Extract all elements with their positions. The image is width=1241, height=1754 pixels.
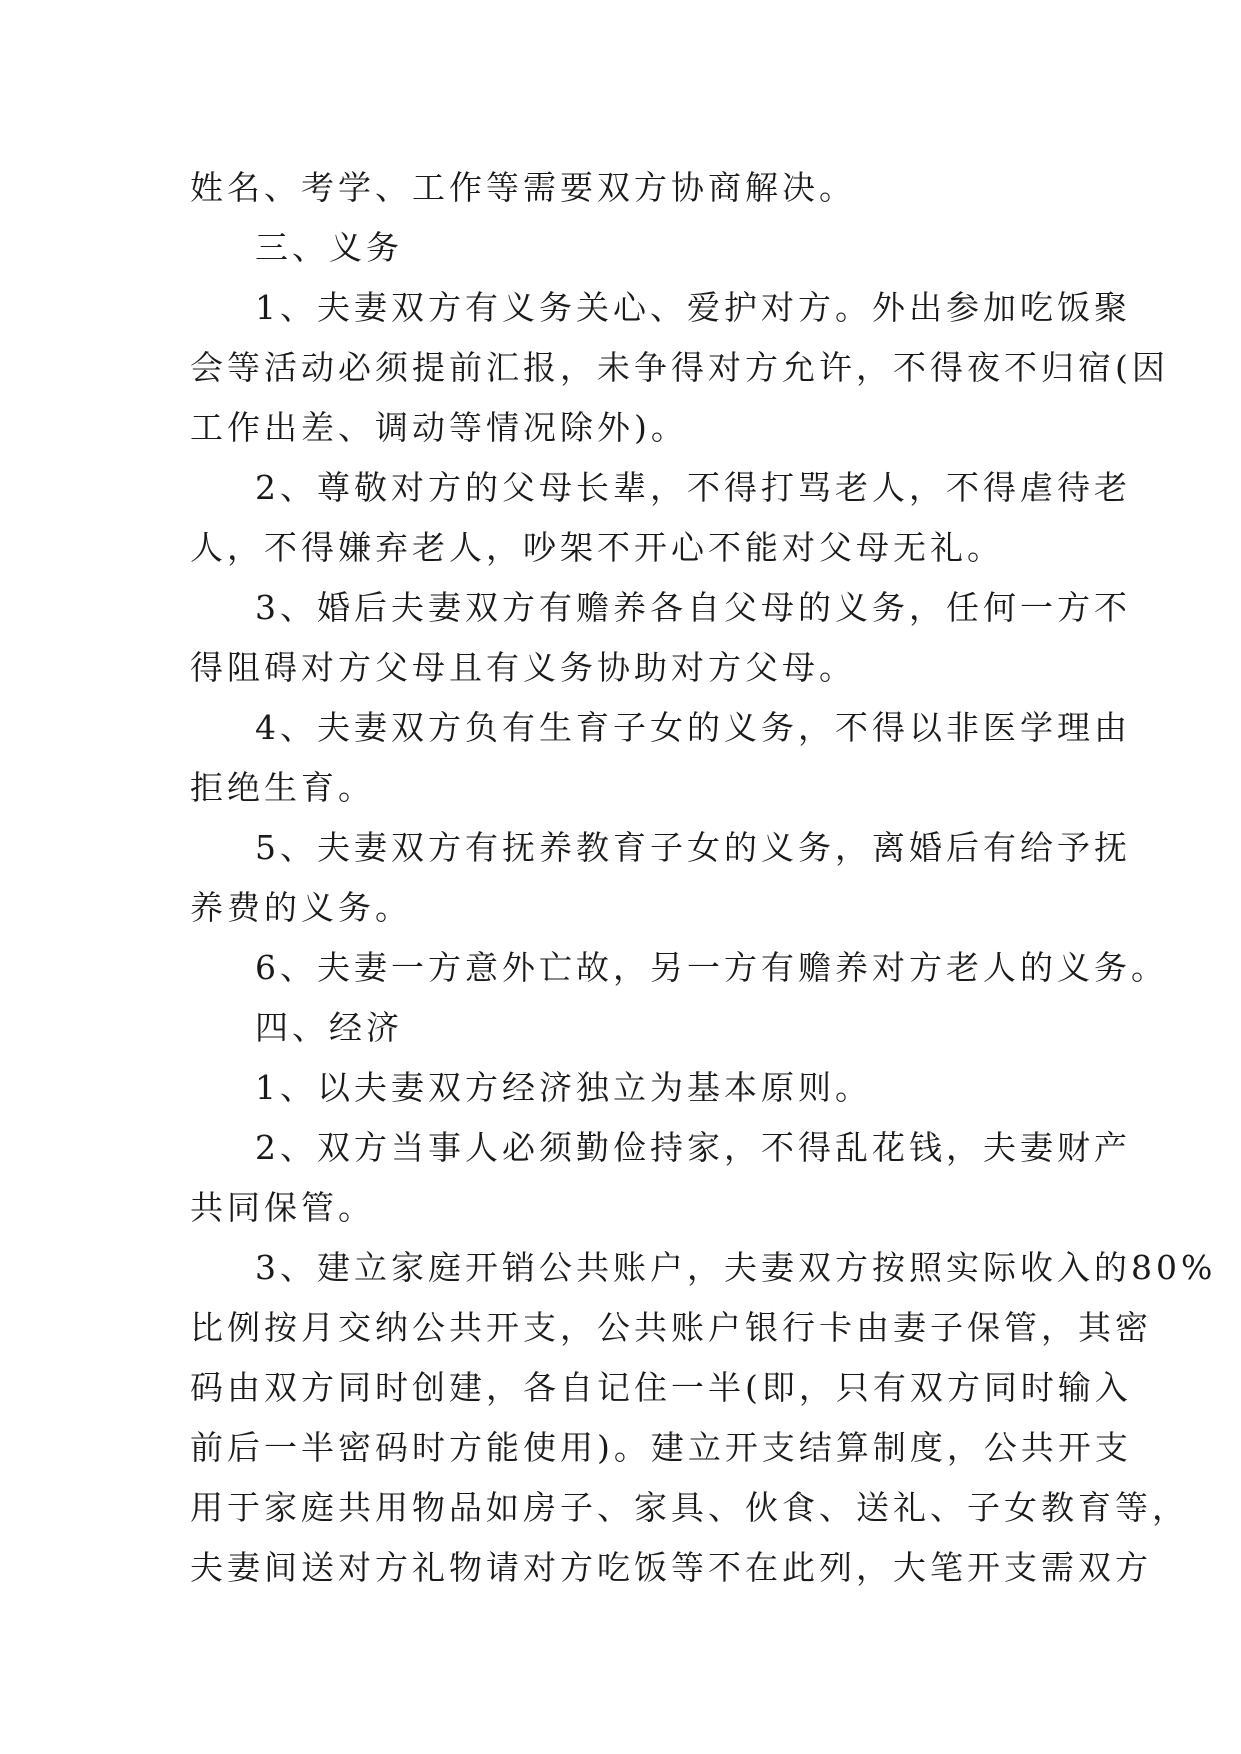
section-heading: 四、经济 — [255, 1008, 403, 1047]
text-line: 比例按月交纳公共开支，公共账户银行卡由妻子保管，其密 — [190, 1308, 1152, 1347]
text-line: 2、双方当事人必须勤俭持家，不得乱花钱，夫妻财产 — [255, 1128, 1131, 1167]
text-line: 6、夫妻一方意外亡故，另一方有赡养对方老人的义务。 — [255, 948, 1168, 987]
text-line: 4、夫妻双方负有生育子女的义务，不得以非医学理由 — [255, 708, 1131, 747]
text-line: 3、建立家庭开销公共账户，夫妻双方按照实际收入的80% — [255, 1248, 1217, 1287]
text-line: 姓名、考学、工作等需要双方协商解决。 — [190, 168, 856, 207]
text-line: 夫妻间送对方礼物请对方吃饭等不在此列，大笔开支需双方 — [190, 1548, 1152, 1587]
text-line: 会等活动必须提前汇报，未争得对方允许，不得夜不归宿(因 — [190, 348, 1169, 387]
text-line: 2、尊敬对方的父母长辈，不得打骂老人，不得虐待老 — [255, 468, 1131, 507]
text-line: 拒绝生育。 — [190, 768, 375, 807]
text-line: 得阻碍对方父母且有义务协助对方父母。 — [190, 648, 856, 687]
text-line: 养费的义务。 — [190, 888, 412, 927]
text-line: 共同保管。 — [190, 1188, 375, 1227]
text-line: 人，不得嫌弃老人，吵架不开心不能对父母无礼。 — [190, 528, 1004, 567]
text-line: 5、夫妻双方有抚养教育子女的义务，离婚后有给予抚 — [255, 828, 1131, 867]
text-line: 工作出差、调动等情况除外)。 — [190, 408, 688, 447]
text-line: 用于家庭共用物品如房子、家具、伙食、送礼、子女教育等， — [190, 1488, 1189, 1527]
text-line: 1、以夫妻双方经济独立为基本原则。 — [255, 1068, 872, 1107]
section-heading: 三、义务 — [255, 228, 403, 267]
text-line: 前后一半密码时方能使用)。建立开支结算制度，公共开支 — [190, 1428, 1132, 1467]
text-line: 3、婚后夫妻双方有赡养各自父母的义务，任何一方不 — [255, 588, 1131, 627]
text-line: 1、夫妻双方有义务关心、爱护对方。外出参加吃饭聚 — [255, 288, 1131, 327]
text-line: 码由双方同时创建，各自记住一半(即，只有双方同时输入 — [190, 1368, 1132, 1407]
